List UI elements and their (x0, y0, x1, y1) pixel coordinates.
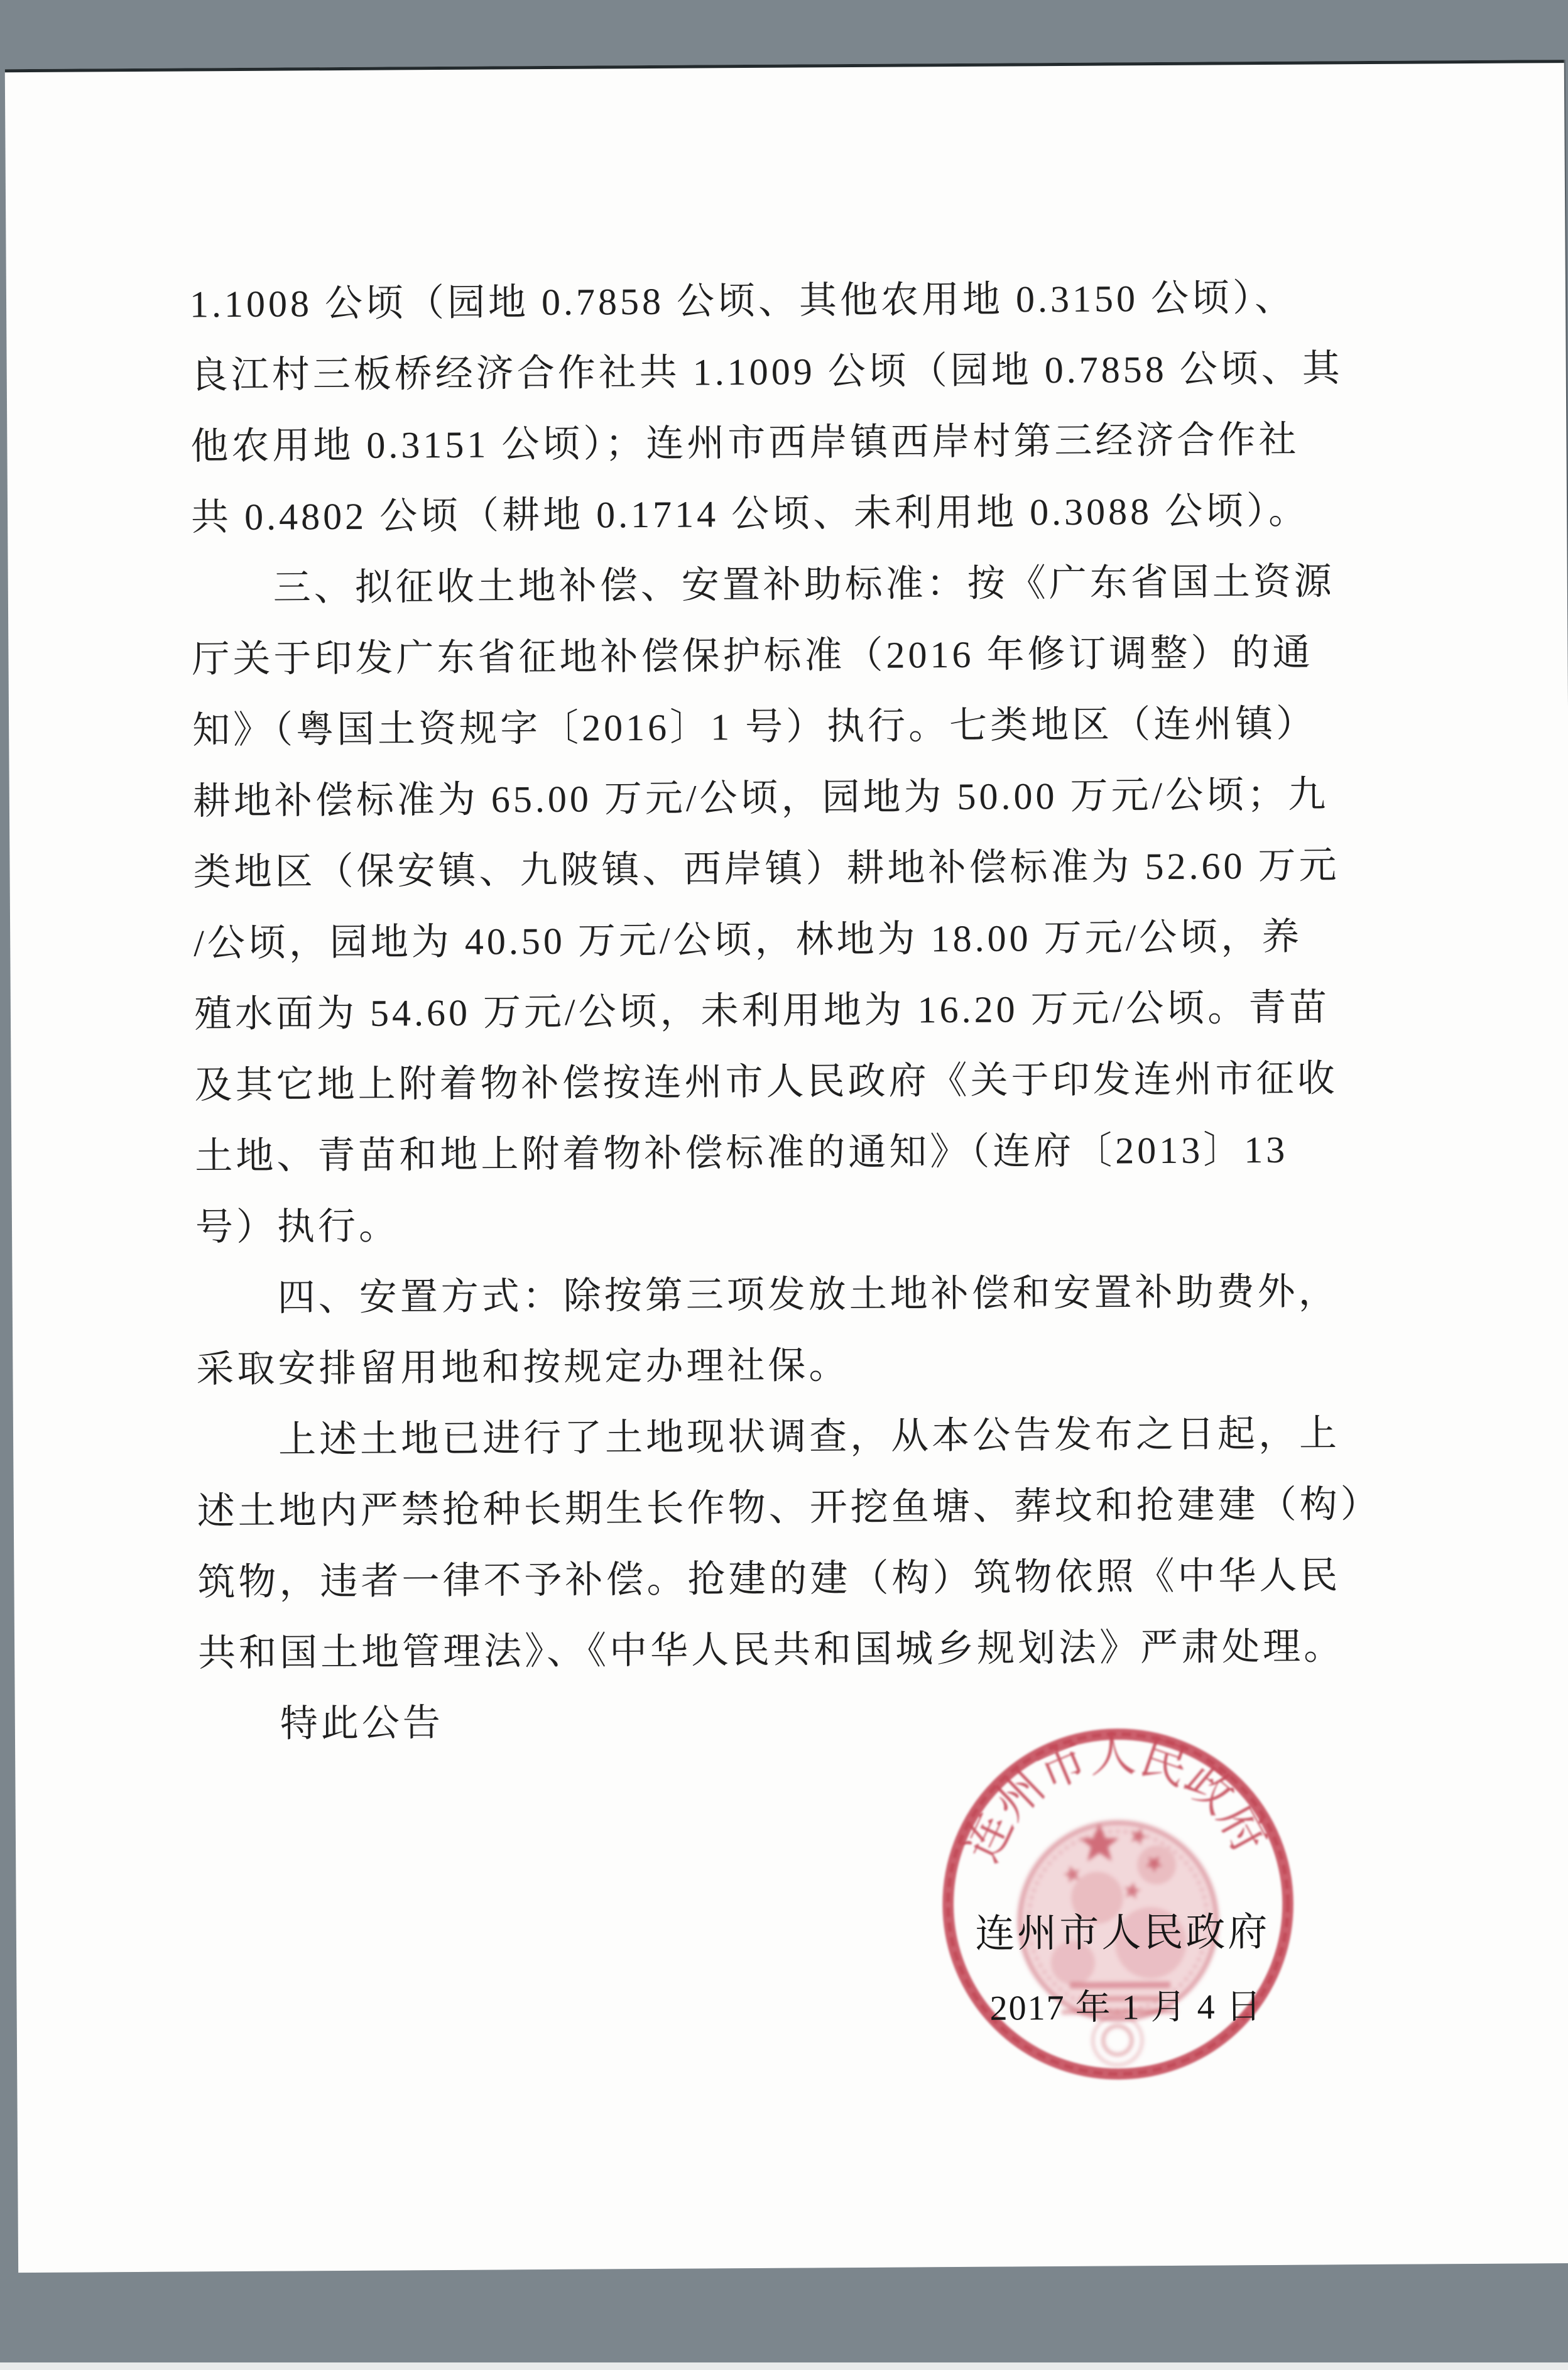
text-line-17: 上述土地已进行了土地现状调查，从本公告发布之日起，上 (278, 1412, 1341, 1461)
text-line-5: 三、拟征收土地补偿、安置补助标准：按《广东省国土资源 (273, 560, 1335, 609)
text-line-19: 筑物，违者一律不予补偿。抢建的建（构）筑物依照《中华人民 (197, 1554, 1341, 1603)
text-line-18: 述土地内严禁抢种长期生长作物、开挖鱼塘、葬坟和抢建建（构） (197, 1483, 1381, 1532)
seal-ring-text: 连州市人民政府 (955, 1727, 1278, 1870)
text-line-8: 耕地补偿标准为 65.00 万元/公顷，园地为 50.00 万元/公顷；九 (192, 773, 1329, 822)
text-line-14: 号）执行。 (195, 1205, 400, 1248)
text-line-13: 土地、青苗和地上附着物补偿标准的通知》（连府〔2013〕13 (195, 1128, 1288, 1177)
scanner-edge-strip (0, 2362, 1568, 2370)
text-line-6: 厅关于印发广东省征地补偿保护标准（2016 年修订调整）的通 (192, 631, 1314, 680)
text-line-21: 特此公告 (280, 1702, 444, 1745)
text-line-15: 四、安置方式：除按第三项发放土地补偿和安置补助费外， (277, 1270, 1339, 1319)
text-line-7: 知》（粤国土资规字〔2016〕1 号）执行。七类地区（连州镇） (192, 702, 1317, 751)
document-page (5, 60, 1568, 2273)
text-line-10: /公顷，园地为 40.50 万元/公顷，林地为 18.00 万元/公顷，养 (193, 915, 1303, 964)
signature-issuer: 连州市人民政府 (975, 1910, 1270, 1956)
text-line-2: 良江村三板桥经济合作社共 1.1009 公顷（园地 0.7858 公顷、其 (190, 347, 1343, 396)
text-line-11: 殖水面为 54.60 万元/公顷，未利用地为 16.20 万元/公顷。青苗 (193, 986, 1331, 1035)
text-line-20: 共和国土地管理法》、《中华人民共和国城乡规划法》严肃处理。 (197, 1625, 1345, 1674)
text-line-1: 1.1008 公顷（园地 0.7858 公顷、其他农用地 0.3150 公顷）、 (189, 276, 1296, 325)
signature-date: 2017 年 1 月 4 日 (989, 1987, 1263, 2028)
text-line-9: 类地区（保安镇、九陂镇、西岸镇）耕地补偿标准为 52.60 万元 (193, 844, 1340, 893)
text-line-4: 共 0.4802 公顷（耕地 0.1714 公顷、未利用地 0.3088 公顷）。 (190, 489, 1310, 538)
text-line-12: 及其它地上附着物补偿按连州市人民政府《关于印发连州市征收 (194, 1057, 1338, 1106)
text-line-16: 采取安排留用地和按规定办理社保。 (196, 1345, 850, 1390)
text-line-3: 他农用地 0.3151 公顷）；连州市西岸镇西岸村第三经济合作社 (190, 418, 1300, 467)
